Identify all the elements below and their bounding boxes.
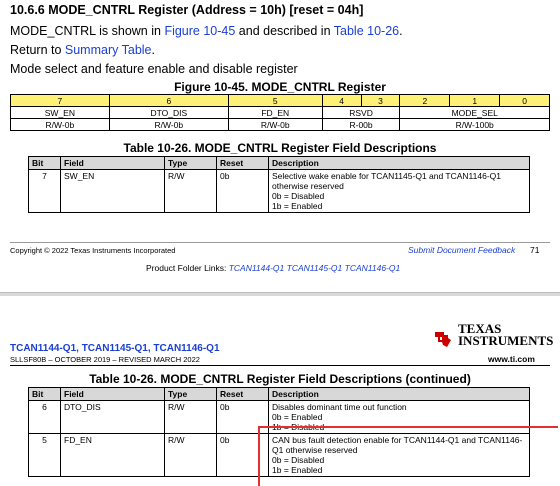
table-link[interactable]: Table 10-26 bbox=[333, 24, 400, 38]
figure-title: Figure 10-45. MODE_CNTRL Register bbox=[174, 80, 386, 94]
table-title-continued: Table 10-26. MODE_CNTRL Register Field Descriptions (continued) bbox=[89, 372, 471, 386]
shown-prefix: MODE_CNTRL is shown in bbox=[10, 24, 165, 38]
type-value: R/W bbox=[165, 434, 217, 477]
section-heading: 10.6.6 MODE_CNTRL Register (Address = 10h) [reset = 04h] bbox=[10, 3, 364, 17]
field-cell: DTO_DIS bbox=[109, 107, 228, 119]
table-header-row bbox=[29, 157, 530, 170]
description-line: 0b = Enabled bbox=[272, 412, 323, 422]
page-header-docid: SLLSF80B – OCTOBER 2019 – REVISED MARCH 2022 bbox=[10, 355, 200, 364]
access-cell: R-00b bbox=[322, 119, 400, 131]
ti-brand-line1: TEXAS bbox=[458, 321, 502, 336]
description-line: Q1 otherwise reserved bbox=[272, 445, 358, 455]
copyright-text: Copyright © 2022 Texas Instruments Incorporated bbox=[10, 246, 176, 255]
description-line: Disables dominant time out function bbox=[272, 402, 407, 412]
return-paragraph bbox=[10, 43, 155, 57]
field-name-row bbox=[11, 107, 550, 119]
type-value: R/W bbox=[165, 401, 217, 434]
shown-suffix: . bbox=[399, 24, 403, 38]
bit-cell: 4 bbox=[322, 95, 361, 107]
reset-value: 0b bbox=[217, 401, 269, 434]
header-cell: Type bbox=[165, 388, 217, 401]
table-title: Table 10-26. MODE_CNTRL Register Field Descriptions bbox=[123, 141, 437, 155]
bit-cell: 7 bbox=[11, 95, 110, 107]
reset-value: 0b bbox=[217, 170, 269, 213]
header-cell: Reset bbox=[217, 388, 269, 401]
field-cell: MODE_SEL bbox=[400, 107, 550, 119]
header-cell: Description bbox=[269, 388, 530, 401]
access-cell: R/W-0b bbox=[109, 119, 228, 131]
annotation-highlight-box bbox=[258, 426, 558, 486]
product-prefix: Product Folder Links: bbox=[146, 263, 229, 273]
access-row bbox=[11, 119, 550, 131]
field-cell: RSVD bbox=[322, 107, 400, 119]
product-folder-links bbox=[146, 263, 400, 273]
bit-cell: 6 bbox=[109, 95, 228, 107]
page-header-rule bbox=[10, 365, 550, 366]
description-line: 1b = Enabled bbox=[272, 465, 323, 475]
ti-website: www.ti.com bbox=[488, 354, 535, 364]
description-line: Selective wake enable for TCAN1145-Q1 and TCAN1146-Q1 bbox=[272, 171, 501, 181]
bit-value: 6 bbox=[29, 401, 61, 434]
field-cell: SW_EN bbox=[11, 107, 110, 119]
return-suffix: . bbox=[151, 43, 155, 57]
access-cell: R/W-0b bbox=[11, 119, 110, 131]
header-cell: Bit bbox=[29, 388, 61, 401]
table-header-row bbox=[29, 388, 530, 401]
bit-cell: 1 bbox=[450, 95, 500, 107]
table-row bbox=[29, 170, 530, 213]
shown-paragraph bbox=[10, 24, 403, 38]
product-link-tcan1146[interactable]: TCAN1146-Q1 bbox=[344, 263, 401, 273]
summary-table-link[interactable]: Summary Table bbox=[64, 43, 152, 57]
description-line: 1b = Disabled bbox=[272, 422, 325, 432]
bit-cell: 5 bbox=[228, 95, 322, 107]
reset-value: 0b bbox=[217, 434, 269, 477]
bit-value: 5 bbox=[29, 434, 61, 477]
bit-cell: 0 bbox=[500, 95, 550, 107]
figure-link[interactable]: Figure 10-45 bbox=[164, 24, 236, 38]
header-cell: Bit bbox=[29, 157, 61, 170]
header-cell: Field bbox=[61, 388, 165, 401]
field-value: SW_EN bbox=[61, 170, 165, 213]
header-cell: Reset bbox=[217, 157, 269, 170]
page-number: 71 bbox=[530, 245, 540, 255]
shown-middle: and described in bbox=[235, 24, 334, 38]
return-prefix: Return to bbox=[10, 43, 65, 57]
header-cell: Type bbox=[165, 157, 217, 170]
type-value: R/W bbox=[165, 170, 217, 213]
footer-divider bbox=[10, 242, 550, 243]
field-value: DTO_DIS bbox=[61, 401, 165, 434]
product-link-tcan1144[interactable]: TCAN1144-Q1 bbox=[228, 263, 285, 273]
bit-number-row bbox=[11, 95, 550, 107]
register-map bbox=[10, 94, 550, 131]
ti-logo-icon bbox=[432, 328, 454, 350]
bit-cell: 3 bbox=[361, 95, 400, 107]
description-line: 0b = Disabled bbox=[272, 455, 325, 465]
field-value: FD_EN bbox=[61, 434, 165, 477]
description-line: 1b = Enabled bbox=[272, 201, 323, 211]
description-value bbox=[269, 170, 530, 213]
product-link-tcan1145[interactable]: TCAN1145-Q1 bbox=[286, 263, 343, 273]
description-line: otherwise reserved bbox=[272, 181, 344, 191]
ti-brand-text bbox=[458, 323, 553, 347]
access-cell: R/W-0b bbox=[228, 119, 322, 131]
field-cell: FD_EN bbox=[228, 107, 322, 119]
access-cell: R/W-100b bbox=[400, 119, 550, 131]
register-description: Mode select and feature enable and disable register bbox=[10, 62, 298, 76]
ti-brand-line2: INSTRUMENTS bbox=[458, 333, 554, 348]
header-cell: Field bbox=[61, 157, 165, 170]
description-line: 0b = Disabled bbox=[272, 191, 325, 201]
bit-value: 7 bbox=[29, 170, 61, 213]
submit-feedback-link[interactable]: Submit Document Feedback bbox=[408, 245, 516, 255]
bit-cell: 2 bbox=[400, 95, 450, 107]
page-header-parts: TCAN1144-Q1, TCAN1145-Q1, TCAN1146-Q1 bbox=[10, 343, 220, 354]
description-line: CAN bus fault detection enable for TCAN1144-Q1 and TCAN1146- bbox=[272, 435, 523, 445]
header-cell: Description bbox=[269, 157, 530, 170]
field-table bbox=[28, 156, 530, 213]
